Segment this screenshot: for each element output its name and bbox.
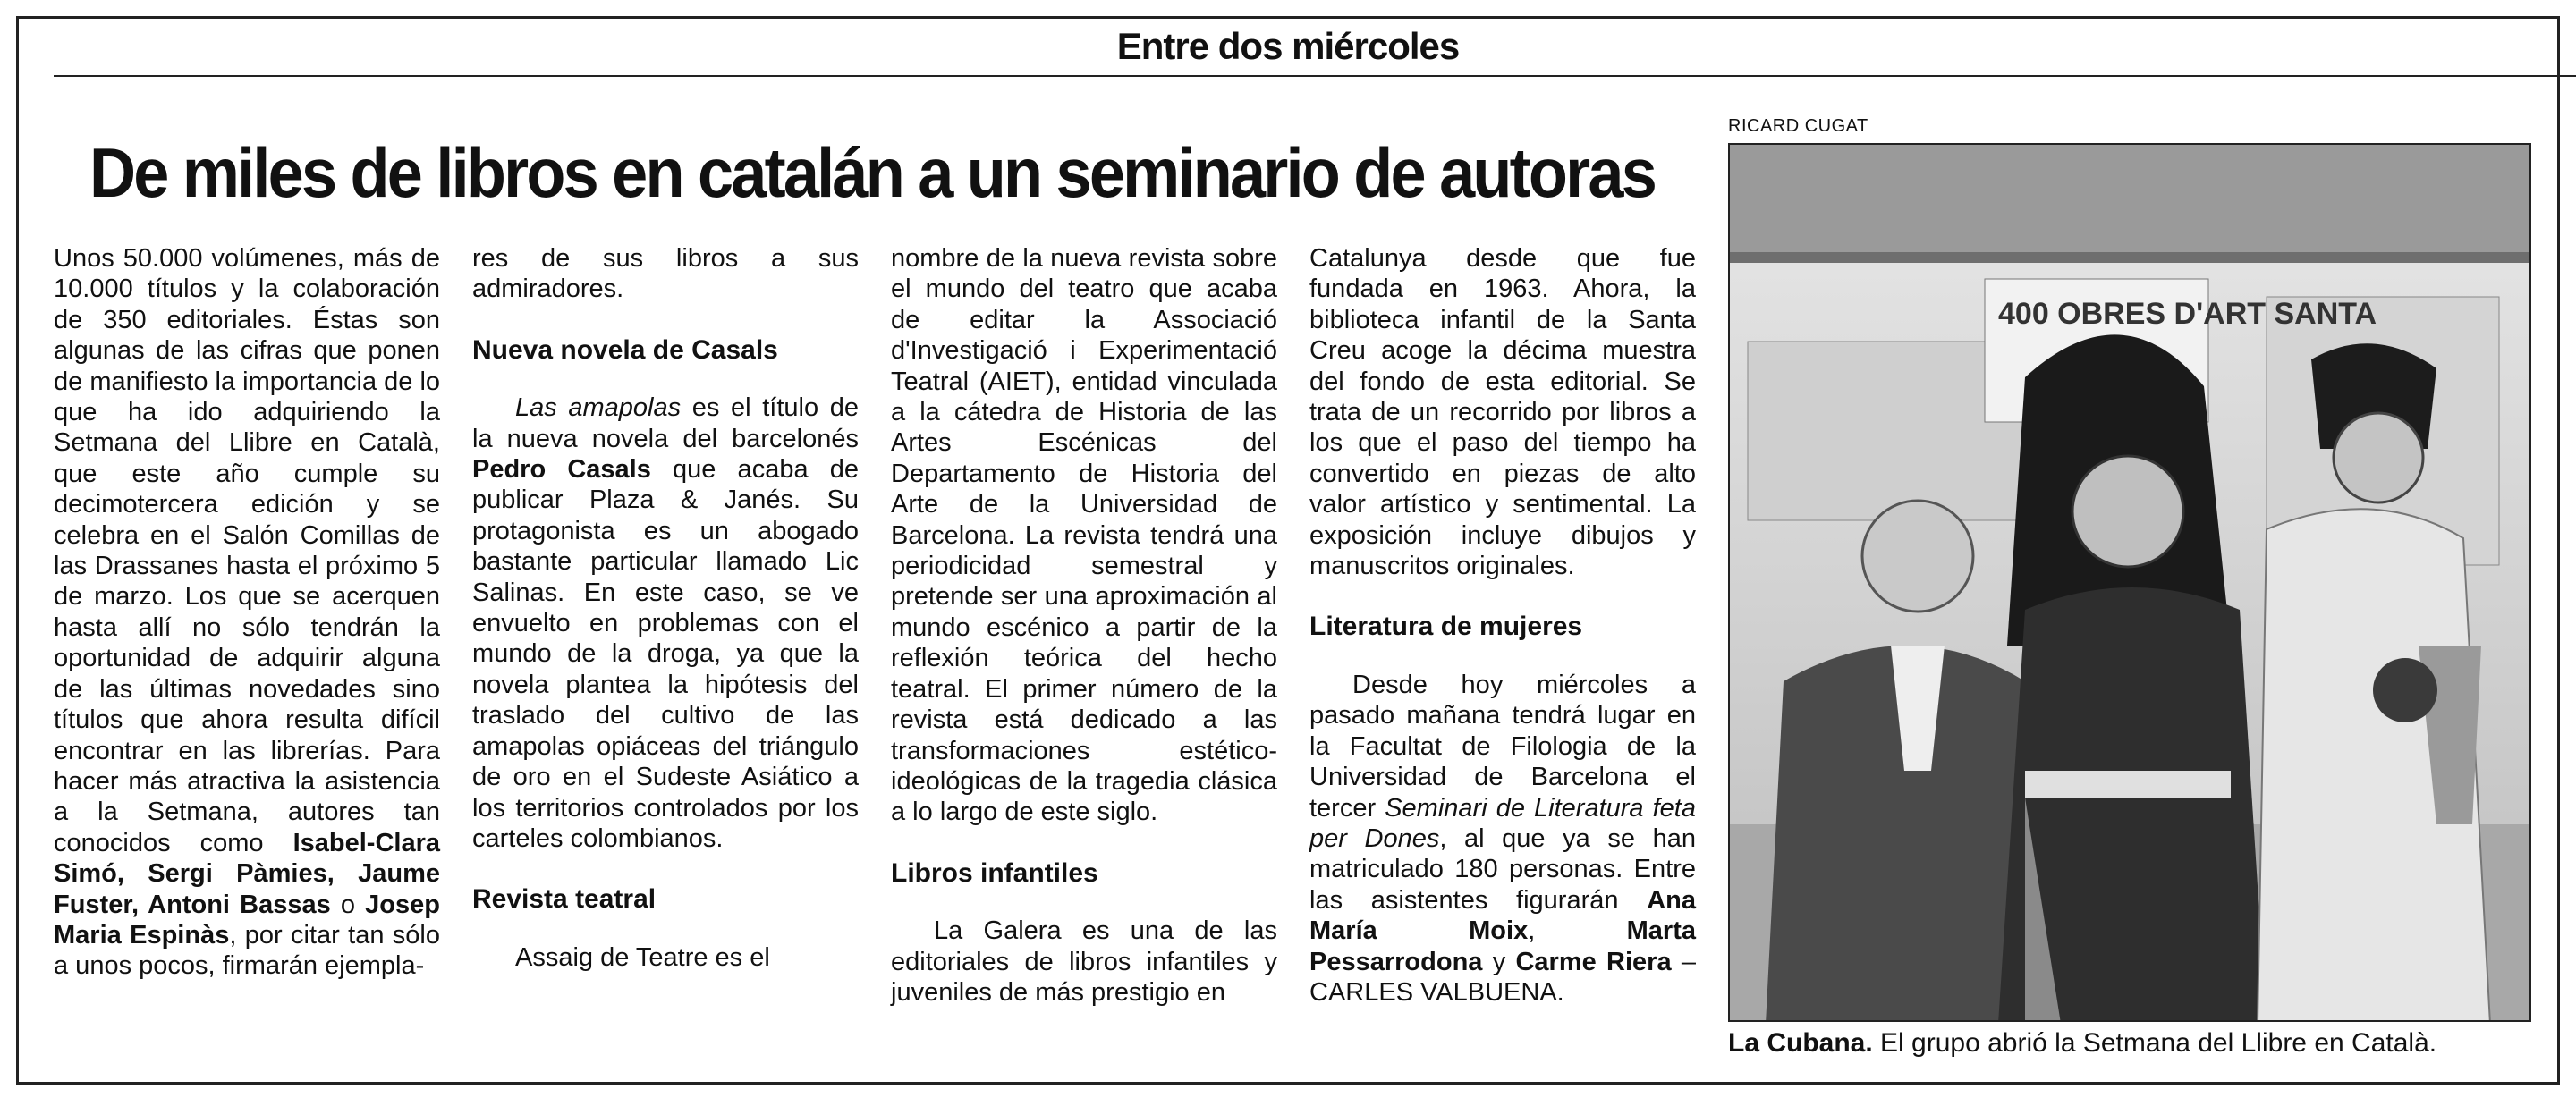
attendee-1: Ana María Moix (1309, 885, 1696, 946)
caption-text: El grupo abrió la Setmana del Llibre en Català. (1872, 1028, 2437, 1058)
attendee-3: Carme Riera (1515, 947, 1672, 976)
subhead-libros-infantiles: Libros infantiles (891, 857, 1098, 888)
section-title: Entre dos miércoles (1116, 25, 1460, 67)
author-names-1: Isabel-Clara Simó, Sergi Pàmies, Jaume Fuster, Antoni Bassas (54, 828, 440, 919)
col1-paragraph: Unos 50.000 volúmenes, más de 10.000 títulos y la colaboración de 350 editoriales. Éstas son algunas de las cifras que ponen de manifiesto la importancia de lo que ha ido adquiriendo la Setmana del Llibre en Català, que este año cumple su decimotercera edición y se celebra en el Salón Comillas de las Drassanes hasta el próximo 5 de marzo. Los que se acerquen hasta allí no sólo tendrán la oportunidad de adquirir alguna de las últimas novedades sino títulos que ahora resulta difícil encontrar en las librerías. Para hacer más atractiva la asistencia a la Setmana, autores tan conocidos como Isabel-Clara Simó, Sergi Pàmies, Jaume Fuster, Antoni Bassas o Josep Maria Espinàs, por citar tan sólo a unos pocos, firmarán ejempla- (54, 244, 441, 981)
column-2 (472, 243, 859, 973)
poster-sign: 400 OBRES D'ART SANTA (1998, 297, 2377, 331)
col2-paragraph-2: Las amapolas es el título de la nueva novela del barcelonés Pedro Casals que acaba de publicar Plaza & Janés. Su protagonista es un abogado bastante particular llamado Lic Salinas. En este caso, se ve envuelto en problemas con el mundo de la droga, ya que la novela plantea la hipótesis del traslado del cultivo de las amapolas opiáceas del triángulo de oro en el Sudeste Asiático a los territorios controlados por los carteles colombianos. (472, 393, 859, 853)
column-4 (1309, 243, 1696, 1008)
book-title: Las amapolas (515, 393, 682, 423)
news-photo (1728, 143, 2531, 1022)
subhead-literatura-mujeres: Literatura de mujeres (1309, 612, 1583, 642)
author-name: Pedro Casals (472, 455, 651, 485)
col2-paragraph-1: res de sus libros a sus admiradores. (472, 244, 859, 304)
col2-paragraph-3: Assaig de Teatre es el (515, 942, 770, 972)
subhead-nueva-novela: Nueva novela de Casals (472, 334, 778, 365)
seminar-title: Seminari de Literatura feta per Dones (1309, 793, 1696, 853)
subhead-revista-teatral: Revista teatral (472, 884, 657, 915)
section-rule (54, 75, 2576, 77)
photo-illustration (1730, 145, 2531, 1022)
photo-credit: RICARD CUGAT (1728, 116, 1868, 136)
byline: – CARLES VALBUENA. (1309, 947, 1696, 1007)
attendee-2: Marta Pessarrodona (1309, 916, 1696, 976)
col3-paragraph-1: nombre de la nueva revista sobre el mundo del teatro que acaba de editar la Associació d'Investigació i Experimentació Teatral (AIET), entidad vinculada a la cátedra de Historia de las Artes Escénicas del Departamento de Historia del Arte de la Universidad de Barcelona. La revista tendrá una periodicidad semestral y pretende ser una aproximación al mundo escénico a partir de la reflexión teórica del hecho teatral. El primer número de la revista está dedicado a las transformaciones estético-ideológicas de la tragedia clásica a lo largo de este siglo. (891, 244, 1277, 827)
col4-paragraph-2: Desde hoy miércoles a pasado mañana tendrá lugar en la Facultat de Filologia de la Universidad de Barcelona el tercer Seminari de Literatura feta per Dones, al que ya se han matriculado 180 personas. Entre las asistentes figurarán Ana María Moix, Marta Pessarrodona y Carme Riera – CARLES VALBUENA. (1309, 670, 1696, 1007)
col4-paragraph-1: Catalunya desde que fue fundada en 1963. Ahora, la biblioteca infantil de la Santa Creu acoge la décima muestra del fondo de esta editorial. Se trata de un recorrido por libros a los que el paso del tiempo ha convertido en piezas de alto valor artístico y sentimental. La exposición incluye dibujos y manuscritos originales. (1309, 244, 1696, 581)
column-3 (891, 243, 1277, 1008)
headline: De miles de libros en catalán a un seminario de autoras (89, 133, 1656, 212)
author-names-2: Josep Maria Espinàs (54, 890, 440, 950)
column-1 (54, 243, 440, 982)
photo-caption (1728, 1028, 2436, 1059)
caption-bold: La Cubana. (1728, 1028, 1873, 1058)
col3-paragraph-2: La Galera es una de las editoriales de libros infantiles y juveniles de más prestigio en (891, 916, 1277, 1007)
